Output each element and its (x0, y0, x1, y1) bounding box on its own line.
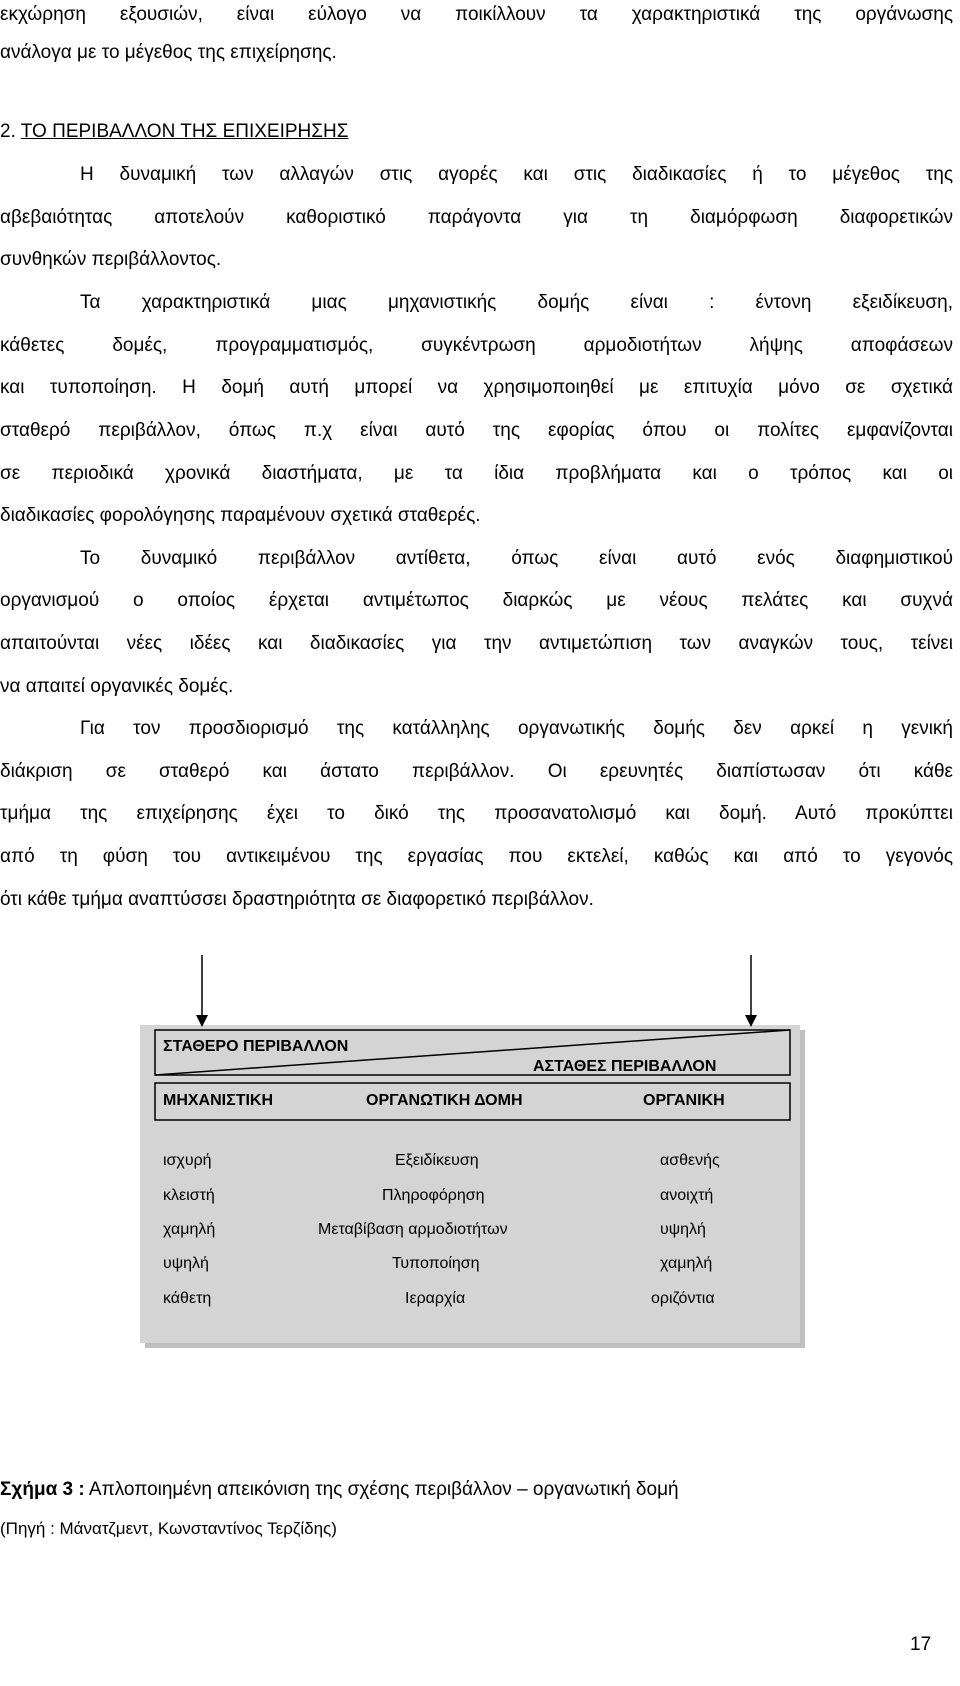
para3-line-1: Το δυναμικό περιβάλλον αντίθετα, όπως είναι αυτό ενός διαφημιστικού (80, 548, 953, 569)
figure-caption (0, 1479, 679, 1501)
para3-line-3: απαιτούνται νέες ιδέες και διαδικασίες για την αντιμετώπιση των αναγκών τους, τείνει (0, 633, 953, 654)
header-organizational-structure: ΟΡΓΑΝΩΤΙΚΗ ΔΟΜΗ (366, 1092, 523, 1109)
para2-line-4: σταθερό περιβάλλον, όπως π.χ είναι αυτό της εφορίας όπου οι πολίτες εμφανίζονται (0, 420, 953, 441)
row2-left: κλειστή (163, 1187, 215, 1204)
row2-center: Πληροφόρηση (382, 1187, 485, 1204)
header-organic: ΟΡΓΑΝΙΚΗ (643, 1092, 725, 1109)
row4-center: Τυποποίηση (392, 1255, 480, 1272)
section-number: 2. (0, 121, 16, 142)
header-mechanistic: ΜΗΧΑΝΙΣΤΙΚΗ (163, 1092, 274, 1109)
unstable-environment-label: ΑΣΤΑΘΕΣ ΠΕΡΙΒΑΛΛΟΝ (533, 1058, 717, 1075)
row1-right: ασθενής (660, 1152, 720, 1169)
para2-line-6: διαδικασίες φορολόγησης παραμένουν σχετικά σταθερές. (0, 505, 481, 526)
intro-line-1: εκχώρηση εξουσιών, είναι εύλογο να ποικίλλουν τα χαρακτηριστικά της οργάνωσης (0, 4, 953, 25)
row3-left: χαμηλή (163, 1221, 216, 1238)
caption-label: Σχήμα 3 : (0, 1479, 85, 1500)
right-arrowhead (745, 1015, 757, 1027)
row1-center: Εξειδίκευση (395, 1152, 479, 1169)
para4-line-4: από τη φύση του αντικειμένου της εργασίας που εκτελεί, καθώς και από το γεγονός (0, 846, 953, 867)
section-title: ΤΟ ΠΕΡΙΒΑΛΛΟΝ ΤΗΣ ΕΠΙΧΕΙΡΗΣΗΣ (20, 121, 349, 142)
stable-environment-label: ΣΤΑΘΕΡΟ ΠΕΡΙΒΑΛΛΟΝ (163, 1038, 349, 1055)
para4-line-3: τμήμα της επιχείρησης έχει το δικό της προσανατολισμό και δομή. Αυτό προκύπτει (0, 803, 953, 824)
para4-line-1: Για τον προσδιορισμό της κατάλληλης οργανωτικής δομής δεν αρκεί η γενική (80, 718, 953, 739)
row1-left: ισχυρή (163, 1152, 212, 1169)
para1-line-1: Η δυναμική των αλλαγών στις αγορές και στις διαδικασίες ή το μέγεθος της (80, 164, 953, 185)
figure-lines (0, 955, 960, 1315)
page-number: 17 (910, 1634, 932, 1655)
row2-right: ανοιχτή (660, 1187, 714, 1204)
para2-line-3: και τυποποίηση. Η δομή αυτή μπορεί να χρησιμοποιηθεί με επιτυχία μόνο σε σχετικά (0, 377, 953, 398)
row3-center: Μεταβίβαση αρμοδιοτήτων (318, 1221, 508, 1238)
row4-right: χαμηλή (660, 1255, 713, 1272)
para2-line-1: Τα χαρακτηριστικά μιας μηχανιστικής δομής είναι : έντονη εξειδίκευση, (80, 292, 953, 313)
para1-line-3: συνθηκών περιβάλλοντος. (0, 249, 222, 270)
environment-structure-figure (0, 955, 960, 1315)
row5-right: οριζόντια (651, 1290, 715, 1307)
caption-text: Απλοποιημένη απεικόνιση της σχέσης περιβάλλον – οργανωτική δομή (84, 1479, 679, 1500)
row3-right: υψηλή (660, 1221, 706, 1238)
section-heading (0, 121, 348, 143)
para2-line-2: κάθετες δομές, προγραμματισμός, συγκέντρωση αρμοδιοτήτων λήψης αποφάσεων (0, 335, 953, 356)
para3-line-2: οργανισμού ο οποίος έρχεται αντιμέτωπος διαρκώς με νέους πελάτες και συχνά (0, 590, 953, 611)
para3-line-4: να απαιτεί οργανικές δομές. (0, 676, 234, 697)
figure-source: (Πηγή : Μάνατζμεντ, Κωνσταντίνος Τερζίδης) (0, 1519, 337, 1538)
para4-line-5: ότι κάθε τμήμα αναπτύσσει δραστηριότητα σε διαφορετικό περιβάλλον. (0, 889, 594, 910)
intro-line-2: ανάλογα με το μέγεθος της επιχείρησης. (0, 42, 337, 63)
para1-line-2: αβεβαιότητας αποτελούν καθοριστικό παράγοντα για τη διαμόρφωση διαφορετικών (0, 207, 953, 228)
row5-center: Ιεραρχία (405, 1290, 466, 1307)
para4-line-2: διάκριση σε σταθερό και άστατο περιβάλλον. Οι ερευνητές διαπίστωσαν ότι κάθε (0, 761, 953, 782)
row5-left: κάθετη (163, 1290, 212, 1307)
para2-line-5: σε περιοδικά χρονικά διαστήματα, με τα ίδια προβλήματα και ο τρόπος και οι (0, 463, 953, 484)
left-arrowhead (196, 1015, 208, 1027)
row4-left: υψηλή (163, 1255, 209, 1272)
